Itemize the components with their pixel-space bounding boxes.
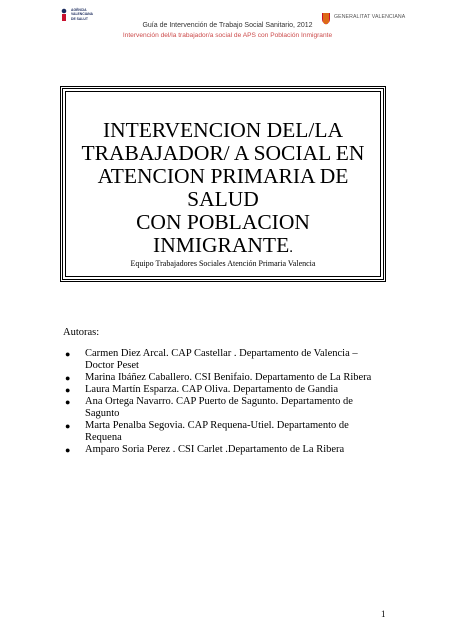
title-line-text: CON POBLACION INMIGRANTE <box>136 210 310 257</box>
authors-label: Autoras: <box>63 327 100 338</box>
list-item <box>63 372 385 384</box>
logo-text-line: VALENCIANA <box>71 12 93 17</box>
list-item <box>63 384 385 396</box>
list-item <box>63 444 385 456</box>
bullet-icon: ● <box>65 349 71 359</box>
author-text: Amparo Soria Perez . CSI Carlet .Departamento de La Ribera <box>85 444 345 455</box>
author-text: Laura Martín Esparza. CAP Oliva. Departamento de Gandia <box>85 384 338 395</box>
team-subtitle: Equipo Trabajadores Sociales Atención Primaria Valencia <box>130 259 316 268</box>
title-line: TRABAJADOR/ A SOCIAL EN <box>81 141 365 165</box>
page-number: 1 <box>381 609 386 619</box>
bullet-icon: ● <box>65 445 71 455</box>
author-text: Carmen Diez Arcal. CAP Castellar . Departamento de Valencia – Doctor Peset <box>85 348 358 371</box>
title-period: . <box>289 240 293 256</box>
document-title <box>69 119 377 260</box>
page-header <box>60 6 406 46</box>
title-line: INTERVENCION DEL/LA <box>102 118 344 142</box>
header-guide-subtitle: Intervención del/la trabajador/a social de APS con Población Inmigrante <box>122 32 333 39</box>
bullet-icon: ● <box>65 397 71 407</box>
author-text: Ana Ortega Navarro. CAP Puerto de Sagunto. Departamento de Sagunto <box>85 396 353 419</box>
author-text: Marina Ibáñez Caballero. CSI Benifaio. Departamento de La Ribera <box>85 372 372 383</box>
bullet-icon: ● <box>65 421 71 431</box>
title-line: ATENCION PRIMARIA DE SALUD <box>97 164 349 211</box>
bullet-icon: ● <box>65 373 71 383</box>
agencia-logo-icon <box>60 8 70 22</box>
logo-text-line: DE SALUT <box>71 16 88 21</box>
list-item <box>63 420 385 444</box>
list-item <box>63 396 385 420</box>
logo-text-line: AGÈNCIA <box>71 8 87 12</box>
header-guide-title: Guía de Intervención de Trabajo Social Sanitario, 2012 <box>142 22 313 29</box>
author-text: Marta Penalba Segovia. CAP Requena-Utiel. Departamento de Requena <box>85 420 349 443</box>
author-list <box>63 348 385 456</box>
cover-title-box <box>60 86 386 282</box>
generalitat-logo-text: GENERALITAT VALENCIANA <box>334 14 406 20</box>
bullet-icon: ● <box>65 385 71 395</box>
title-line <box>69 211 377 260</box>
list-item <box>63 348 385 372</box>
